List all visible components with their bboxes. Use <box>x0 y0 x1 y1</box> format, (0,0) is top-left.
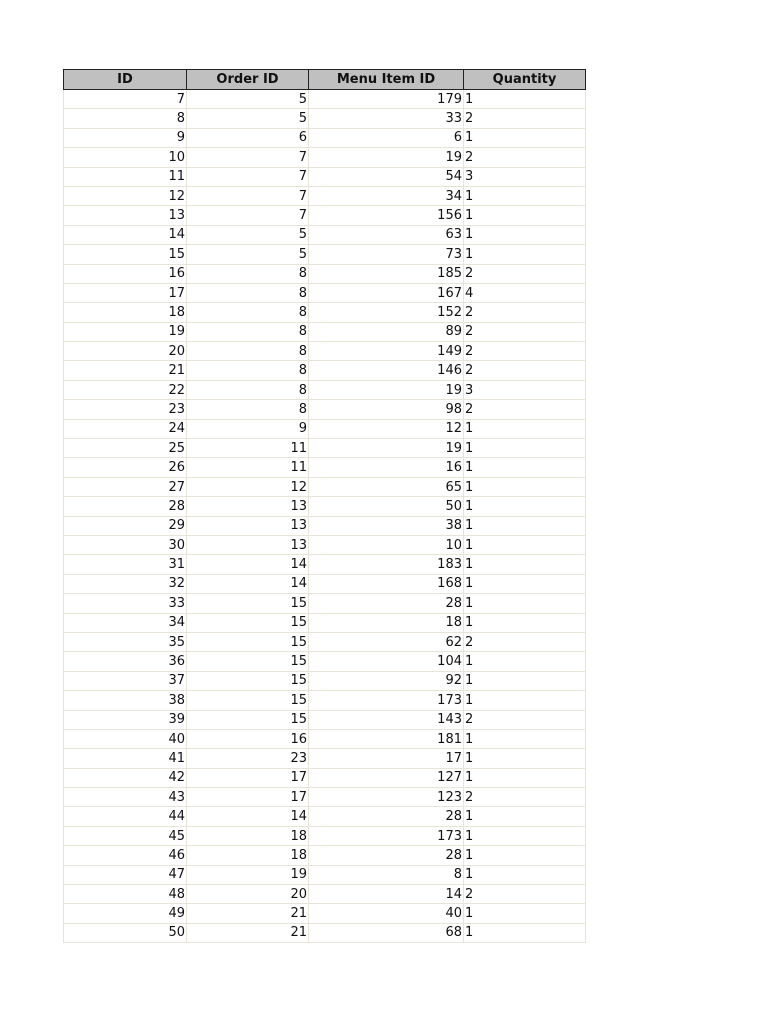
cell-quantity: 1 <box>464 729 586 748</box>
cell-id: 46 <box>64 846 187 865</box>
table-row <box>64 710 586 729</box>
table-row <box>64 594 586 613</box>
cell-menu-item-id: 34 <box>309 186 464 205</box>
cell-id: 11 <box>64 167 187 186</box>
table-row <box>64 458 586 477</box>
table-row <box>64 749 586 768</box>
cell-id: 42 <box>64 768 187 787</box>
cell-id: 36 <box>64 652 187 671</box>
cell-order-id: 8 <box>187 400 309 419</box>
cell-order-id: 5 <box>187 245 309 264</box>
cell-menu-item-id: 65 <box>309 477 464 496</box>
table-row <box>64 419 586 438</box>
cell-menu-item-id: 19 <box>309 439 464 458</box>
table-row <box>64 109 586 128</box>
cell-quantity: 2 <box>464 400 586 419</box>
table-row <box>64 613 586 632</box>
cell-id: 13 <box>64 206 187 225</box>
cell-quantity: 2 <box>464 632 586 651</box>
cell-id: 26 <box>64 458 187 477</box>
cell-menu-item-id: 62 <box>309 632 464 651</box>
cell-menu-item-id: 17 <box>309 749 464 768</box>
cell-quantity: 1 <box>464 458 586 477</box>
table-row <box>64 342 586 361</box>
cell-id: 22 <box>64 380 187 399</box>
cell-id: 50 <box>64 923 187 942</box>
cell-quantity: 1 <box>464 749 586 768</box>
cell-menu-item-id: 143 <box>309 710 464 729</box>
cell-order-id: 9 <box>187 419 309 438</box>
cell-menu-item-id: 146 <box>309 361 464 380</box>
cell-id: 9 <box>64 128 187 147</box>
cell-order-id: 8 <box>187 322 309 341</box>
cell-order-id: 15 <box>187 632 309 651</box>
cell-id: 35 <box>64 632 187 651</box>
cell-order-id: 14 <box>187 574 309 593</box>
cell-quantity: 1 <box>464 865 586 884</box>
cell-menu-item-id: 16 <box>309 458 464 477</box>
table-row <box>64 729 586 748</box>
cell-order-id: 7 <box>187 148 309 167</box>
table-row <box>64 225 586 244</box>
table-row <box>64 826 586 845</box>
table-row <box>64 439 586 458</box>
table-row <box>64 555 586 574</box>
cell-order-id: 5 <box>187 225 309 244</box>
cell-quantity: 1 <box>464 439 586 458</box>
table-row <box>64 885 586 904</box>
cell-quantity: 1 <box>464 594 586 613</box>
cell-id: 39 <box>64 710 187 729</box>
cell-order-id: 20 <box>187 885 309 904</box>
cell-menu-item-id: 68 <box>309 923 464 942</box>
table-row <box>64 400 586 419</box>
table-body <box>64 90 586 943</box>
cell-quantity: 2 <box>464 885 586 904</box>
cell-order-id: 18 <box>187 846 309 865</box>
cell-id: 32 <box>64 574 187 593</box>
cell-menu-item-id: 18 <box>309 613 464 632</box>
cell-menu-item-id: 19 <box>309 380 464 399</box>
cell-menu-item-id: 183 <box>309 555 464 574</box>
column-header-id: ID <box>64 70 187 90</box>
cell-menu-item-id: 173 <box>309 826 464 845</box>
cell-order-id: 15 <box>187 710 309 729</box>
cell-menu-item-id: 89 <box>309 322 464 341</box>
table-row <box>64 923 586 942</box>
cell-order-id: 15 <box>187 691 309 710</box>
table-row <box>64 904 586 923</box>
cell-id: 30 <box>64 535 187 554</box>
cell-quantity: 1 <box>464 923 586 942</box>
cell-order-id: 7 <box>187 167 309 186</box>
table-row <box>64 574 586 593</box>
cell-id: 17 <box>64 283 187 302</box>
table-row <box>64 535 586 554</box>
cell-quantity: 2 <box>464 322 586 341</box>
cell-order-id: 13 <box>187 535 309 554</box>
table-row <box>64 652 586 671</box>
cell-quantity: 1 <box>464 671 586 690</box>
table-row <box>64 516 586 535</box>
table-row <box>64 807 586 826</box>
cell-quantity: 1 <box>464 535 586 554</box>
cell-quantity: 1 <box>464 128 586 147</box>
table-row <box>64 477 586 496</box>
cell-menu-item-id: 6 <box>309 128 464 147</box>
table-row <box>64 245 586 264</box>
table-row <box>64 148 586 167</box>
cell-order-id: 15 <box>187 594 309 613</box>
cell-id: 7 <box>64 90 187 109</box>
cell-id: 31 <box>64 555 187 574</box>
cell-quantity: 1 <box>464 477 586 496</box>
cell-menu-item-id: 98 <box>309 400 464 419</box>
cell-menu-item-id: 123 <box>309 788 464 807</box>
cell-order-id: 23 <box>187 749 309 768</box>
cell-quantity: 1 <box>464 904 586 923</box>
column-header-order-id: Order ID <box>187 70 309 90</box>
table-row <box>64 90 586 109</box>
cell-order-id: 14 <box>187 555 309 574</box>
cell-order-id: 17 <box>187 768 309 787</box>
column-header-quantity: Quantity <box>464 70 586 90</box>
cell-quantity: 1 <box>464 826 586 845</box>
cell-order-id: 7 <box>187 186 309 205</box>
cell-quantity: 1 <box>464 613 586 632</box>
cell-order-id: 11 <box>187 439 309 458</box>
cell-order-id: 14 <box>187 807 309 826</box>
cell-id: 12 <box>64 186 187 205</box>
table-row <box>64 186 586 205</box>
cell-id: 47 <box>64 865 187 884</box>
cell-quantity: 1 <box>464 555 586 574</box>
cell-menu-item-id: 185 <box>309 264 464 283</box>
order-items-table <box>63 69 586 943</box>
cell-menu-item-id: 173 <box>309 691 464 710</box>
cell-id: 24 <box>64 419 187 438</box>
cell-quantity: 2 <box>464 710 586 729</box>
cell-menu-item-id: 19 <box>309 148 464 167</box>
table-row <box>64 671 586 690</box>
cell-quantity: 3 <box>464 380 586 399</box>
cell-id: 8 <box>64 109 187 128</box>
cell-order-id: 13 <box>187 497 309 516</box>
cell-order-id: 13 <box>187 516 309 535</box>
cell-menu-item-id: 28 <box>309 807 464 826</box>
cell-order-id: 8 <box>187 361 309 380</box>
cell-menu-item-id: 168 <box>309 574 464 593</box>
cell-order-id: 8 <box>187 283 309 302</box>
cell-quantity: 1 <box>464 245 586 264</box>
cell-quantity: 4 <box>464 283 586 302</box>
cell-quantity: 2 <box>464 788 586 807</box>
cell-order-id: 8 <box>187 303 309 322</box>
cell-quantity: 2 <box>464 342 586 361</box>
table-row <box>64 846 586 865</box>
cell-menu-item-id: 28 <box>309 846 464 865</box>
cell-id: 25 <box>64 439 187 458</box>
cell-order-id: 18 <box>187 826 309 845</box>
cell-quantity: 2 <box>464 264 586 283</box>
table-row <box>64 691 586 710</box>
cell-order-id: 6 <box>187 128 309 147</box>
cell-order-id: 16 <box>187 729 309 748</box>
cell-menu-item-id: 179 <box>309 90 464 109</box>
cell-menu-item-id: 167 <box>309 283 464 302</box>
cell-quantity: 1 <box>464 497 586 516</box>
cell-menu-item-id: 10 <box>309 535 464 554</box>
cell-quantity: 1 <box>464 90 586 109</box>
cell-id: 40 <box>64 729 187 748</box>
cell-quantity: 2 <box>464 109 586 128</box>
cell-menu-item-id: 152 <box>309 303 464 322</box>
cell-id: 19 <box>64 322 187 341</box>
cell-id: 33 <box>64 594 187 613</box>
cell-id: 15 <box>64 245 187 264</box>
cell-quantity: 1 <box>464 225 586 244</box>
cell-id: 49 <box>64 904 187 923</box>
cell-id: 14 <box>64 225 187 244</box>
cell-menu-item-id: 73 <box>309 245 464 264</box>
table-row <box>64 361 586 380</box>
table-row <box>64 632 586 651</box>
cell-menu-item-id: 14 <box>309 885 464 904</box>
cell-id: 37 <box>64 671 187 690</box>
cell-quantity: 1 <box>464 652 586 671</box>
cell-id: 28 <box>64 497 187 516</box>
cell-id: 38 <box>64 691 187 710</box>
table-row <box>64 264 586 283</box>
cell-menu-item-id: 8 <box>309 865 464 884</box>
cell-id: 29 <box>64 516 187 535</box>
cell-quantity: 2 <box>464 361 586 380</box>
cell-quantity: 1 <box>464 846 586 865</box>
cell-menu-item-id: 104 <box>309 652 464 671</box>
cell-order-id: 19 <box>187 865 309 884</box>
table-row <box>64 322 586 341</box>
cell-id: 43 <box>64 788 187 807</box>
cell-menu-item-id: 40 <box>309 904 464 923</box>
table-row <box>64 167 586 186</box>
table-row <box>64 380 586 399</box>
cell-menu-item-id: 181 <box>309 729 464 748</box>
table-row <box>64 206 586 225</box>
table-row <box>64 303 586 322</box>
cell-menu-item-id: 38 <box>309 516 464 535</box>
table-row <box>64 497 586 516</box>
report-page <box>63 69 586 943</box>
cell-order-id: 21 <box>187 923 309 942</box>
cell-quantity: 2 <box>464 148 586 167</box>
cell-id: 16 <box>64 264 187 283</box>
cell-menu-item-id: 33 <box>309 109 464 128</box>
cell-quantity: 1 <box>464 768 586 787</box>
cell-quantity: 1 <box>464 691 586 710</box>
cell-id: 23 <box>64 400 187 419</box>
cell-id: 34 <box>64 613 187 632</box>
cell-quantity: 1 <box>464 807 586 826</box>
cell-quantity: 1 <box>464 574 586 593</box>
cell-order-id: 21 <box>187 904 309 923</box>
cell-order-id: 12 <box>187 477 309 496</box>
cell-quantity: 1 <box>464 206 586 225</box>
cell-menu-item-id: 156 <box>309 206 464 225</box>
table-row <box>64 768 586 787</box>
cell-id: 10 <box>64 148 187 167</box>
cell-order-id: 8 <box>187 342 309 361</box>
table-row <box>64 788 586 807</box>
cell-order-id: 8 <box>187 264 309 283</box>
cell-menu-item-id: 149 <box>309 342 464 361</box>
cell-id: 20 <box>64 342 187 361</box>
cell-menu-item-id: 92 <box>309 671 464 690</box>
table-header <box>64 70 586 90</box>
cell-order-id: 8 <box>187 380 309 399</box>
table-row <box>64 283 586 302</box>
cell-quantity: 2 <box>464 303 586 322</box>
cell-menu-item-id: 127 <box>309 768 464 787</box>
cell-order-id: 15 <box>187 613 309 632</box>
cell-order-id: 5 <box>187 90 309 109</box>
cell-quantity: 1 <box>464 419 586 438</box>
cell-order-id: 11 <box>187 458 309 477</box>
cell-menu-item-id: 54 <box>309 167 464 186</box>
cell-menu-item-id: 50 <box>309 497 464 516</box>
cell-id: 44 <box>64 807 187 826</box>
cell-order-id: 5 <box>187 109 309 128</box>
cell-id: 18 <box>64 303 187 322</box>
table-row <box>64 128 586 147</box>
cell-id: 21 <box>64 361 187 380</box>
cell-quantity: 1 <box>464 516 586 535</box>
cell-order-id: 15 <box>187 652 309 671</box>
cell-order-id: 15 <box>187 671 309 690</box>
cell-id: 41 <box>64 749 187 768</box>
cell-order-id: 17 <box>187 788 309 807</box>
cell-quantity: 3 <box>464 167 586 186</box>
table-row <box>64 865 586 884</box>
cell-id: 27 <box>64 477 187 496</box>
cell-order-id: 7 <box>187 206 309 225</box>
cell-id: 45 <box>64 826 187 845</box>
cell-menu-item-id: 28 <box>309 594 464 613</box>
column-header-menu-item-id: Menu Item ID <box>309 70 464 90</box>
cell-menu-item-id: 63 <box>309 225 464 244</box>
header-row <box>64 70 586 90</box>
cell-id: 48 <box>64 885 187 904</box>
cell-quantity: 1 <box>464 186 586 205</box>
cell-menu-item-id: 12 <box>309 419 464 438</box>
